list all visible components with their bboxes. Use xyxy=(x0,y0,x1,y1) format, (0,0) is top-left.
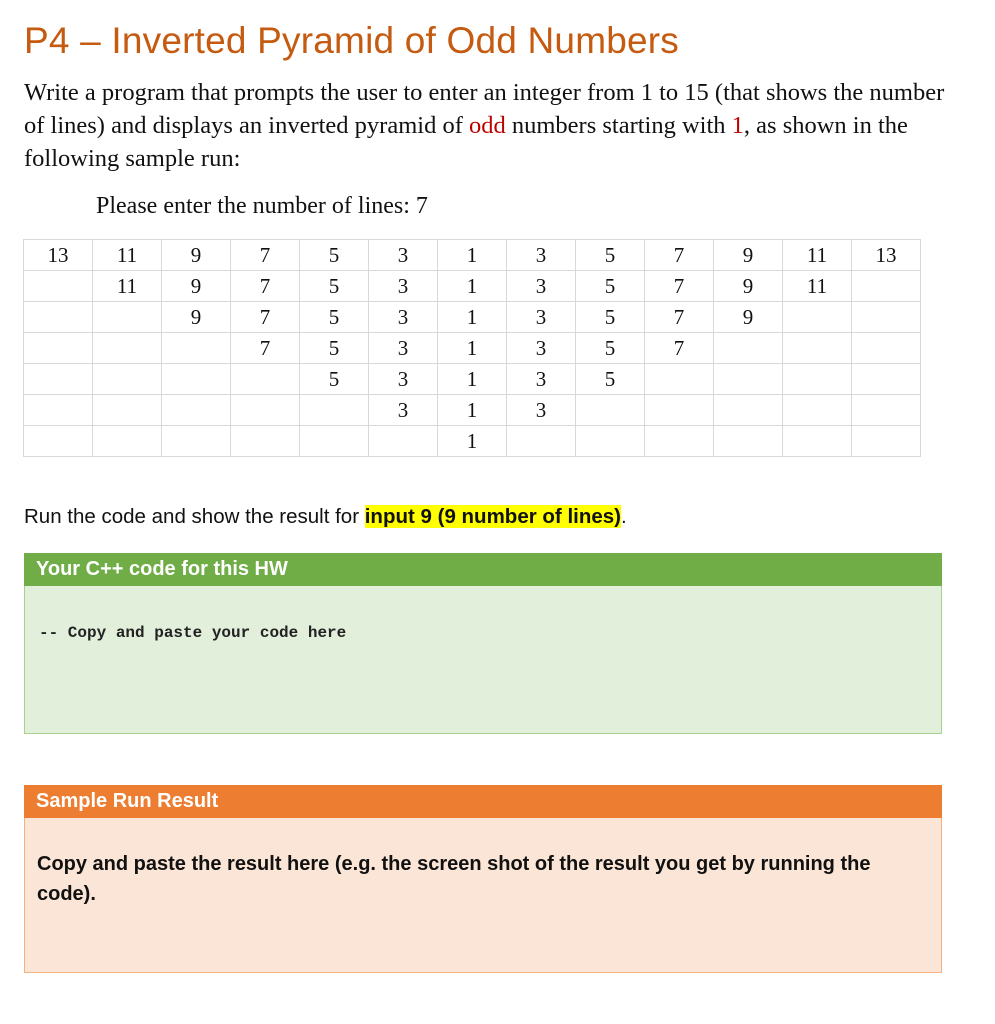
pyramid-cell: 11 xyxy=(93,240,162,271)
pyramid-cell: 3 xyxy=(507,302,576,333)
pyramid-cell: 7 xyxy=(645,302,714,333)
pyramid-cell xyxy=(783,395,852,426)
pyramid-cell: 3 xyxy=(369,395,438,426)
pyramid-cell: 7 xyxy=(645,240,714,271)
pyramid-cell: 3 xyxy=(369,333,438,364)
pyramid-cell xyxy=(783,364,852,395)
pyramid-cell xyxy=(783,302,852,333)
pyramid-cell xyxy=(300,426,369,457)
pyramid-cell xyxy=(24,302,93,333)
pyramid-cell xyxy=(231,395,300,426)
pyramid-row xyxy=(24,302,921,333)
run-instruction-end: . xyxy=(621,505,627,528)
pyramid-cell xyxy=(852,426,921,457)
pyramid-cell xyxy=(852,364,921,395)
pyramid-cell xyxy=(24,271,93,302)
pyramid-cell: 1 xyxy=(438,271,507,302)
pyramid-cell xyxy=(93,426,162,457)
one-number: 1 xyxy=(731,112,744,139)
pyramid-cell: 3 xyxy=(369,240,438,271)
run-instruction xyxy=(24,505,627,529)
pyramid-cell xyxy=(162,333,231,364)
pyramid-cell xyxy=(645,395,714,426)
pyramid-cell: 9 xyxy=(714,271,783,302)
pyramid-cell xyxy=(507,426,576,457)
pyramid-cell: 7 xyxy=(645,271,714,302)
pyramid-cell xyxy=(714,426,783,457)
pyramid-cell: 11 xyxy=(783,240,852,271)
pyramid-cell xyxy=(576,395,645,426)
pyramid-cell: 5 xyxy=(576,302,645,333)
pyramid-cell: 7 xyxy=(645,333,714,364)
pyramid-cell: 1 xyxy=(438,426,507,457)
pyramid-cell: 7 xyxy=(231,333,300,364)
pyramid-cell xyxy=(231,426,300,457)
pyramid-cell: 11 xyxy=(93,271,162,302)
pyramid-cell: 3 xyxy=(507,240,576,271)
code-placeholder: -- Copy and paste your code here xyxy=(39,624,347,642)
pyramid-cell: 9 xyxy=(162,240,231,271)
pyramid-cell: 5 xyxy=(300,240,369,271)
pyramid-cell xyxy=(645,364,714,395)
highlighted-input: input 9 (9 number of lines) xyxy=(364,505,621,528)
pyramid-cell: 3 xyxy=(507,271,576,302)
pyramid-row xyxy=(24,333,921,364)
result-instruction: Copy and paste the result here (e.g. the screen shot of the result you get by running the code). xyxy=(37,853,871,905)
result-box xyxy=(24,785,942,973)
pyramid-cell: 3 xyxy=(507,395,576,426)
result-box-header: Sample Run Result xyxy=(24,785,942,818)
description-text: numbers starting with xyxy=(505,112,732,139)
pyramid-cell xyxy=(783,333,852,364)
pyramid-cell xyxy=(300,395,369,426)
pyramid-cell: 5 xyxy=(576,240,645,271)
pyramid-cell xyxy=(714,395,783,426)
pyramid-cell xyxy=(24,364,93,395)
pyramid-cell: 13 xyxy=(24,240,93,271)
pyramid-cell xyxy=(162,395,231,426)
pyramid-cell: 9 xyxy=(162,271,231,302)
pyramid-cell: 13 xyxy=(852,240,921,271)
pyramid-cell xyxy=(852,302,921,333)
pyramid-row xyxy=(24,271,921,302)
pyramid-cell: 9 xyxy=(162,302,231,333)
pyramid-cell xyxy=(93,364,162,395)
pyramid-cell: 3 xyxy=(369,271,438,302)
pyramid-cell: 1 xyxy=(438,364,507,395)
result-box-body[interactable] xyxy=(24,818,942,973)
pyramid-cell xyxy=(369,426,438,457)
pyramid-cell: 9 xyxy=(714,240,783,271)
description-text: Write a program that prompts the user to enter an integer from 1 to 15 (that shows the number of lines) and displays an inverted pyramid of xyxy=(24,79,945,139)
pyramid-cell xyxy=(714,364,783,395)
pyramid-cell: 3 xyxy=(507,333,576,364)
pyramid-cell xyxy=(24,395,93,426)
pyramid-cell: 7 xyxy=(231,271,300,302)
odd-word: odd xyxy=(468,112,506,139)
pyramid-cell xyxy=(714,333,783,364)
page-title: P4 – Inverted Pyramid of Odd Numbers xyxy=(24,20,679,61)
run-instruction-text: Run the code and show the result for xyxy=(24,505,365,528)
pyramid-cell xyxy=(93,333,162,364)
pyramid-cell xyxy=(783,426,852,457)
problem-description xyxy=(24,76,964,175)
pyramid-cell xyxy=(576,426,645,457)
pyramid-row xyxy=(24,240,921,271)
pyramid-cell: 1 xyxy=(438,395,507,426)
pyramid-cell: 9 xyxy=(714,302,783,333)
pyramid-cell: 1 xyxy=(438,240,507,271)
pyramid-table xyxy=(23,239,921,457)
pyramid-cell: 3 xyxy=(369,364,438,395)
pyramid-cell xyxy=(93,395,162,426)
pyramid-cell xyxy=(24,426,93,457)
pyramid-cell: 5 xyxy=(300,333,369,364)
pyramid-cell: 3 xyxy=(507,364,576,395)
pyramid-cell: 7 xyxy=(231,240,300,271)
pyramid-cell: 7 xyxy=(231,302,300,333)
pyramid-cell xyxy=(231,364,300,395)
pyramid-row xyxy=(24,426,921,457)
pyramid-cell: 5 xyxy=(576,364,645,395)
pyramid-cell: 3 xyxy=(369,302,438,333)
code-box xyxy=(24,553,942,734)
pyramid-row xyxy=(24,364,921,395)
pyramid-cell: 5 xyxy=(300,271,369,302)
code-box-header: Your C++ code for this HW xyxy=(24,553,942,586)
description-text: , as shown in the following sample run: xyxy=(24,112,908,172)
pyramid-cell: 1 xyxy=(438,302,507,333)
pyramid-cell: 5 xyxy=(300,364,369,395)
pyramid-cell: 1 xyxy=(438,333,507,364)
pyramid-cell: 5 xyxy=(576,333,645,364)
pyramid-cell: 5 xyxy=(300,302,369,333)
sample-prompt: Please enter the number of lines: 7 xyxy=(96,193,428,219)
pyramid-cell xyxy=(852,333,921,364)
pyramid-cell: 5 xyxy=(576,271,645,302)
code-box-body[interactable] xyxy=(24,586,942,734)
pyramid-cell: 11 xyxy=(783,271,852,302)
pyramid-cell xyxy=(162,364,231,395)
pyramid-cell xyxy=(24,333,93,364)
pyramid-cell xyxy=(162,426,231,457)
pyramid-row xyxy=(24,395,921,426)
pyramid-cell xyxy=(93,302,162,333)
pyramid-cell xyxy=(645,426,714,457)
pyramid-cell xyxy=(852,395,921,426)
pyramid-cell xyxy=(852,271,921,302)
